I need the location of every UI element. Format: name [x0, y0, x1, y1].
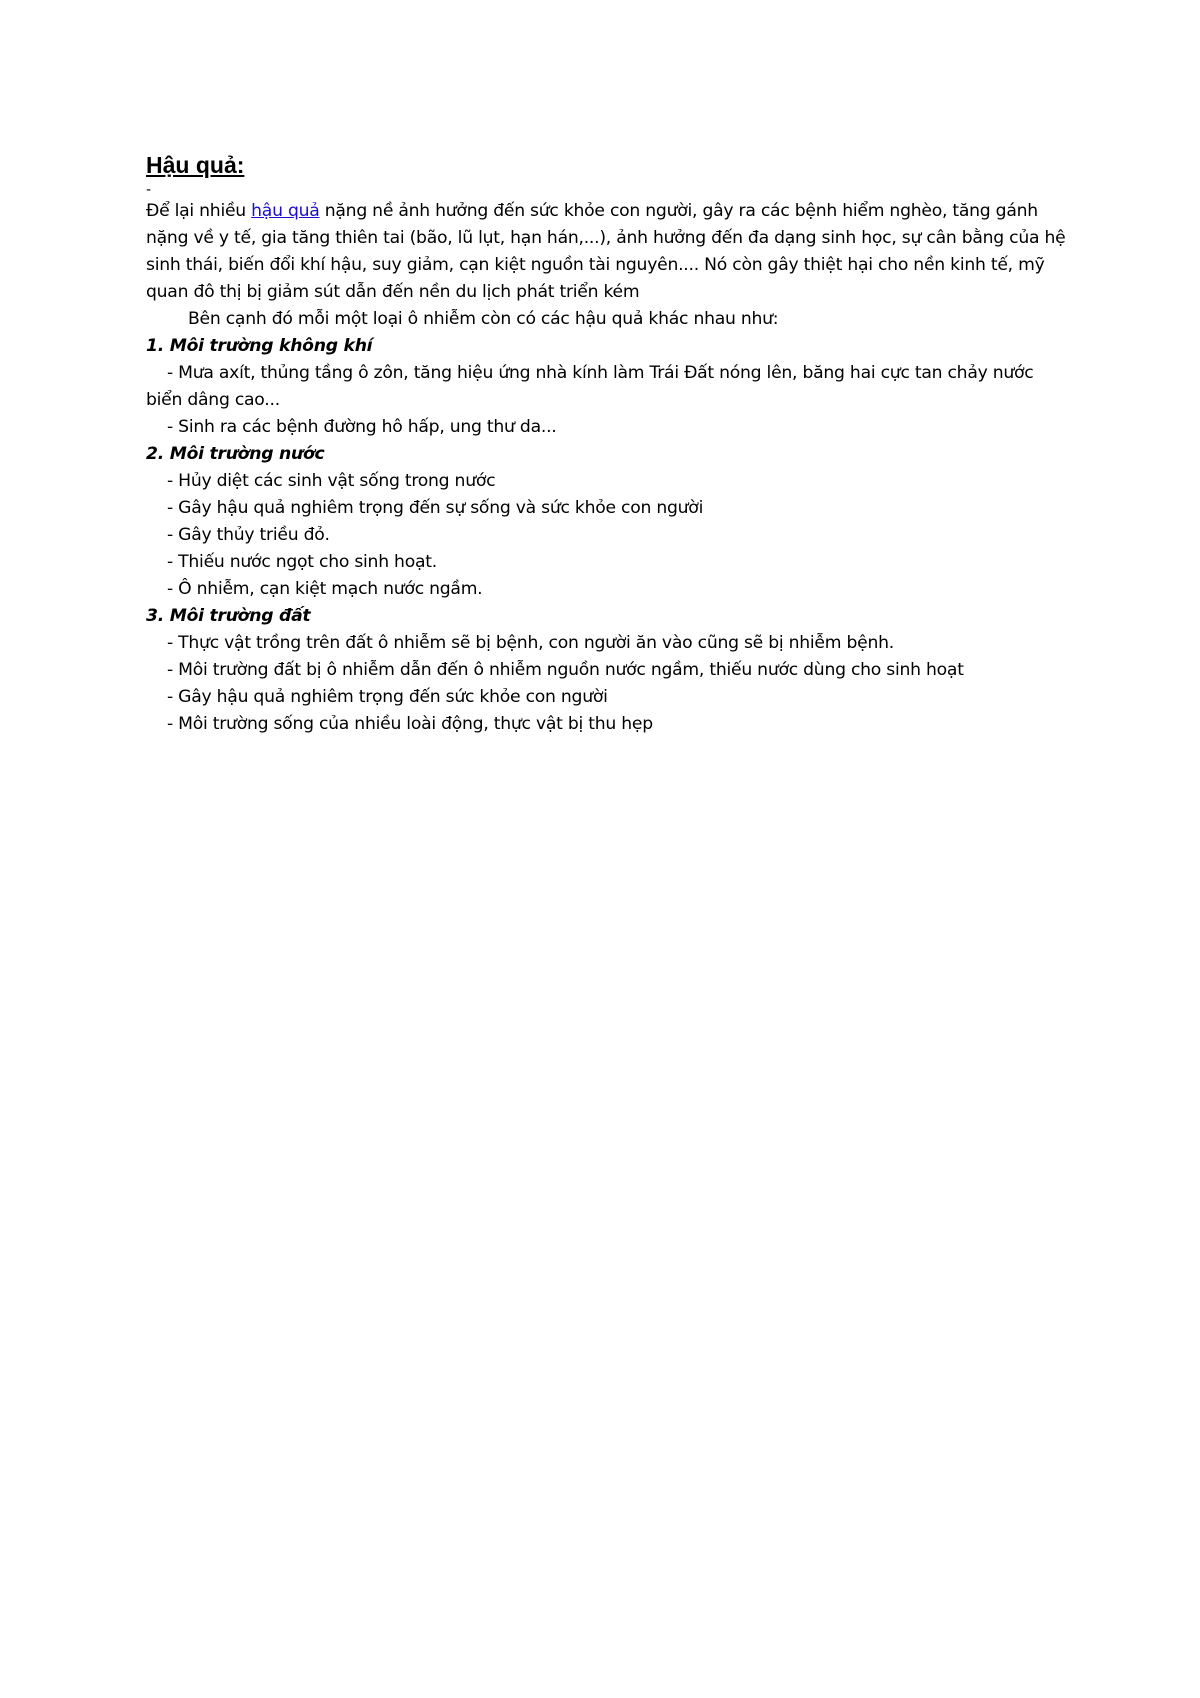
section-water: [146, 441, 1066, 603]
list-item: - Môi trường đất bị ô nhiễm dẫn đến ô nhiễm nguồn nước ngầm, thiếu nước dùng cho sinh hoạt: [167, 660, 964, 680]
list-item: - Gây thủy triều đỏ.: [167, 525, 330, 545]
list-item: - Mưa axít, thủng tầng ô zôn, tăng hiệu ứng nhà kính làm Trái Đất nóng lên, băng hai cực tan chảy nước biển dâng cao...: [146, 363, 1034, 410]
list-item: - Hủy diệt các sinh vật sống trong nước: [167, 471, 496, 491]
list-item: - Thiếu nước ngọt cho sinh hoạt.: [167, 552, 437, 572]
section-title: 2. Môi trường nước: [146, 444, 325, 464]
section-air: [146, 333, 1066, 441]
section-title: 3. Môi trường đất: [146, 606, 311, 626]
list-item: - Thực vật trồng trên đất ô nhiễm sẽ bị bệnh, con người ăn vào cũng sẽ bị nhiễm bệnh.: [167, 633, 894, 653]
section-soil: [146, 603, 1066, 738]
intro-paragraph: [146, 198, 1066, 306]
hau-qua-link[interactable]: hậu quả: [251, 201, 320, 221]
list-item: - Ô nhiễm, cạn kiệt mạch nước ngầm.: [167, 579, 483, 599]
intro-text-end: nặng nề ảnh hưởng đến sức khỏe con người, gây ra các bệnh hiểm nghèo, tăng gánh nặng về y tế, gia tăng thiên tai (bão, lũ lụt, hạn hán,...), ảnh hưởng đến đa dạng sinh học, sự cân bằng của hệ sinh thái, biến đổi khí hậu, suy giảm, cạn kiệt nguồn tài nguyên.... Nó còn gây thiệt hại cho nền kinh tế, mỹ quan đô thị bị giảm sút dẫn đến nền du lịch phát triển kém: [146, 201, 1066, 302]
list-item: - Gây hậu quả nghiêm trọng đến sự sống và sức khỏe con người: [167, 498, 704, 518]
list-item: - Gây hậu quả nghiêm trọng đến sức khỏe con người: [167, 687, 608, 707]
dash-marker: -: [146, 182, 152, 198]
page-title: Hậu quả:: [146, 152, 245, 178]
document-page: [146, 150, 1066, 738]
list-item: - Sinh ra các bệnh đường hô hấp, ung thư da...: [167, 417, 557, 437]
intro-text-start: Để lại nhiều: [146, 201, 252, 221]
section-title: 1. Môi trường không khí: [146, 336, 373, 356]
list-item: - Môi trường sống của nhiều loài động, thực vật bị thu hẹp: [167, 714, 653, 734]
transition-paragraph: Bên cạnh đó mỗi một loại ô nhiễm còn có các hậu quả khác nhau như:: [188, 309, 779, 329]
